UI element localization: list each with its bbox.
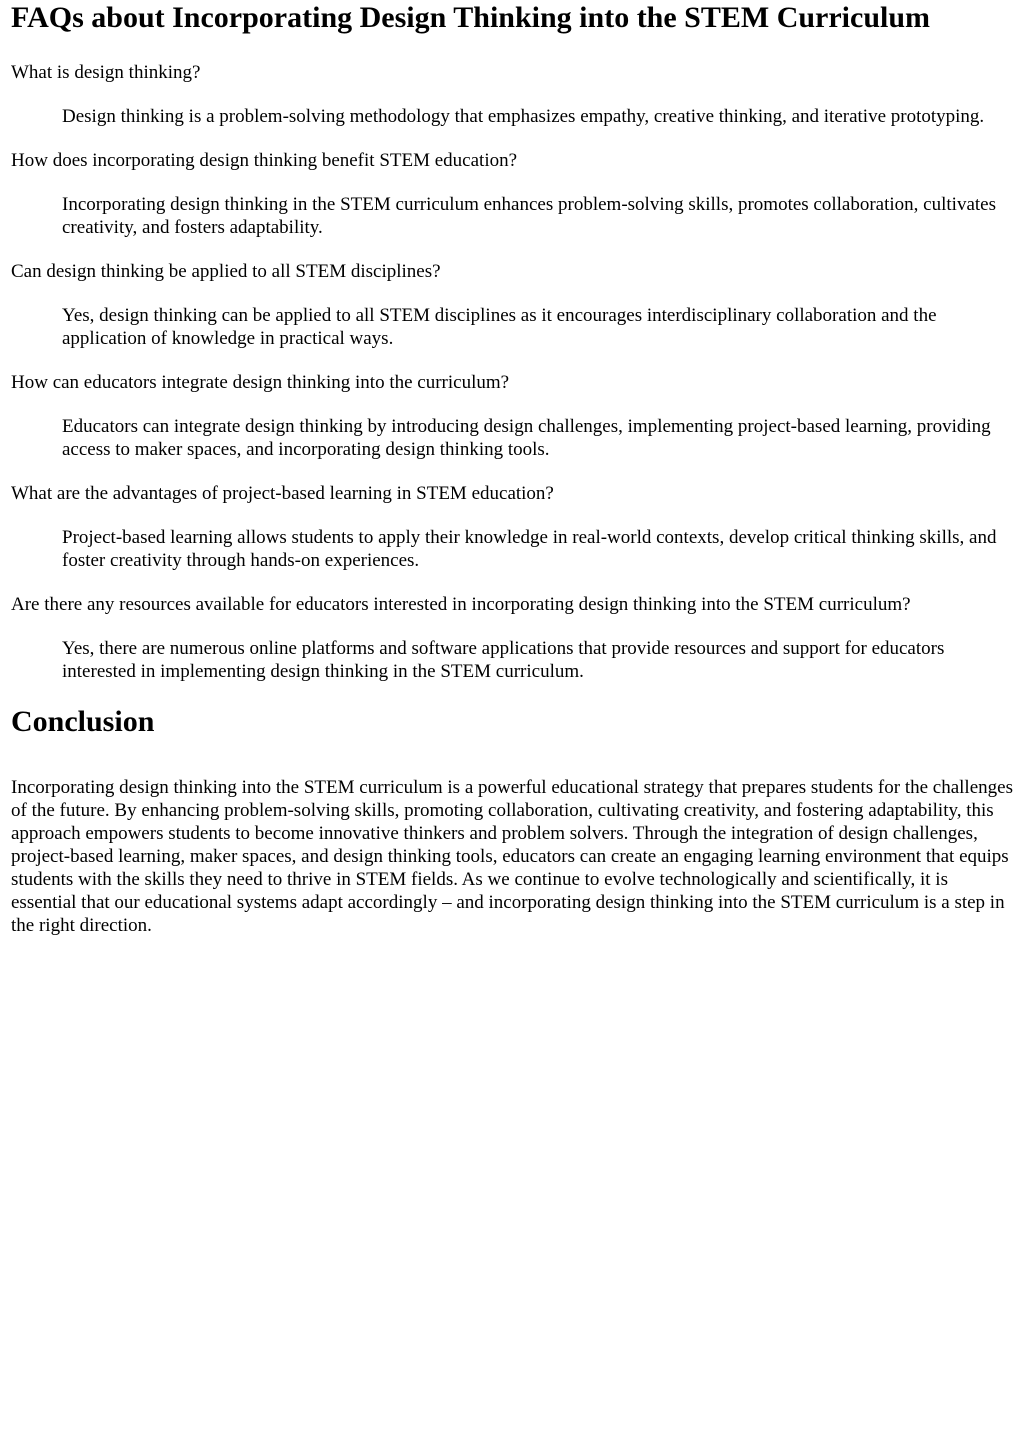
faq-question-5: What are the advantages of project-based learning in STEM education? xyxy=(11,483,554,504)
conclusion-heading: Conclusion xyxy=(11,705,155,738)
faq-answer-2: Incorporating design thinking in the STEM curriculum enhances problem-solving skills, promotes collaboration, cultivates creativity, and fosters adaptability. xyxy=(62,194,996,238)
faq-answer-5: Project-based learning allows students to apply their knowledge in real-world contexts, develop critical thinking skills, and foster creativity through hands-on experiences. xyxy=(62,527,997,571)
conclusion-paragraph: Incorporating design thinking into the STEM curriculum is a powerful educational strategy that prepares students for the challenges of the future. By enhancing problem-solving skills, promoting collaboration, cultivating creativity, and fostering adaptability, this approach empowers students to become innovative thinkers and problem solvers. Through the integration of design challenges, project-based learning, maker spaces, and design thinking tools, educators can create an engaging learning environment that equips students with the skills they need to thrive in STEM fields. As we continue to evolve technologically and scientifically, it is essential that our educational systems adapt accordingly – and incorporating design thinking into the STEM curriculum is a step in the right direction. xyxy=(11,777,1013,936)
faq-question-3: Can design thinking be applied to all STEM disciplines? xyxy=(11,261,441,282)
faq-question-6: Are there any resources available for educators interested in incorporating design thinking into the STEM curriculum? xyxy=(11,594,911,615)
faq-heading: FAQs about Incorporating Design Thinking into the STEM Curriculum xyxy=(11,1,931,34)
faq-list xyxy=(11,61,1013,683)
faq-answer-4: Educators can integrate design thinking by introducing design challenges, implementing project-based learning, providing access to maker spaces, and incorporating design thinking tools. xyxy=(62,416,991,460)
faq-question-4: How can educators integrate design thinking into the curriculum? xyxy=(11,372,510,393)
faq-question-2: How does incorporating design thinking benefit STEM education? xyxy=(11,150,518,171)
faq-question-1: What is design thinking? xyxy=(11,62,201,83)
faq-answer-3: Yes, design thinking can be applied to all STEM disciplines as it encourages interdisciplinary collaboration and the application of knowledge in practical ways. xyxy=(62,305,937,349)
faq-answer-6: Yes, there are numerous online platforms and software applications that provide resources and support for educators interested in implementing design thinking in the STEM curriculum. xyxy=(62,638,945,682)
faq-answer-1: Design thinking is a problem-solving methodology that emphasizes empathy, creative thinking, and iterative prototyping. xyxy=(62,106,985,127)
